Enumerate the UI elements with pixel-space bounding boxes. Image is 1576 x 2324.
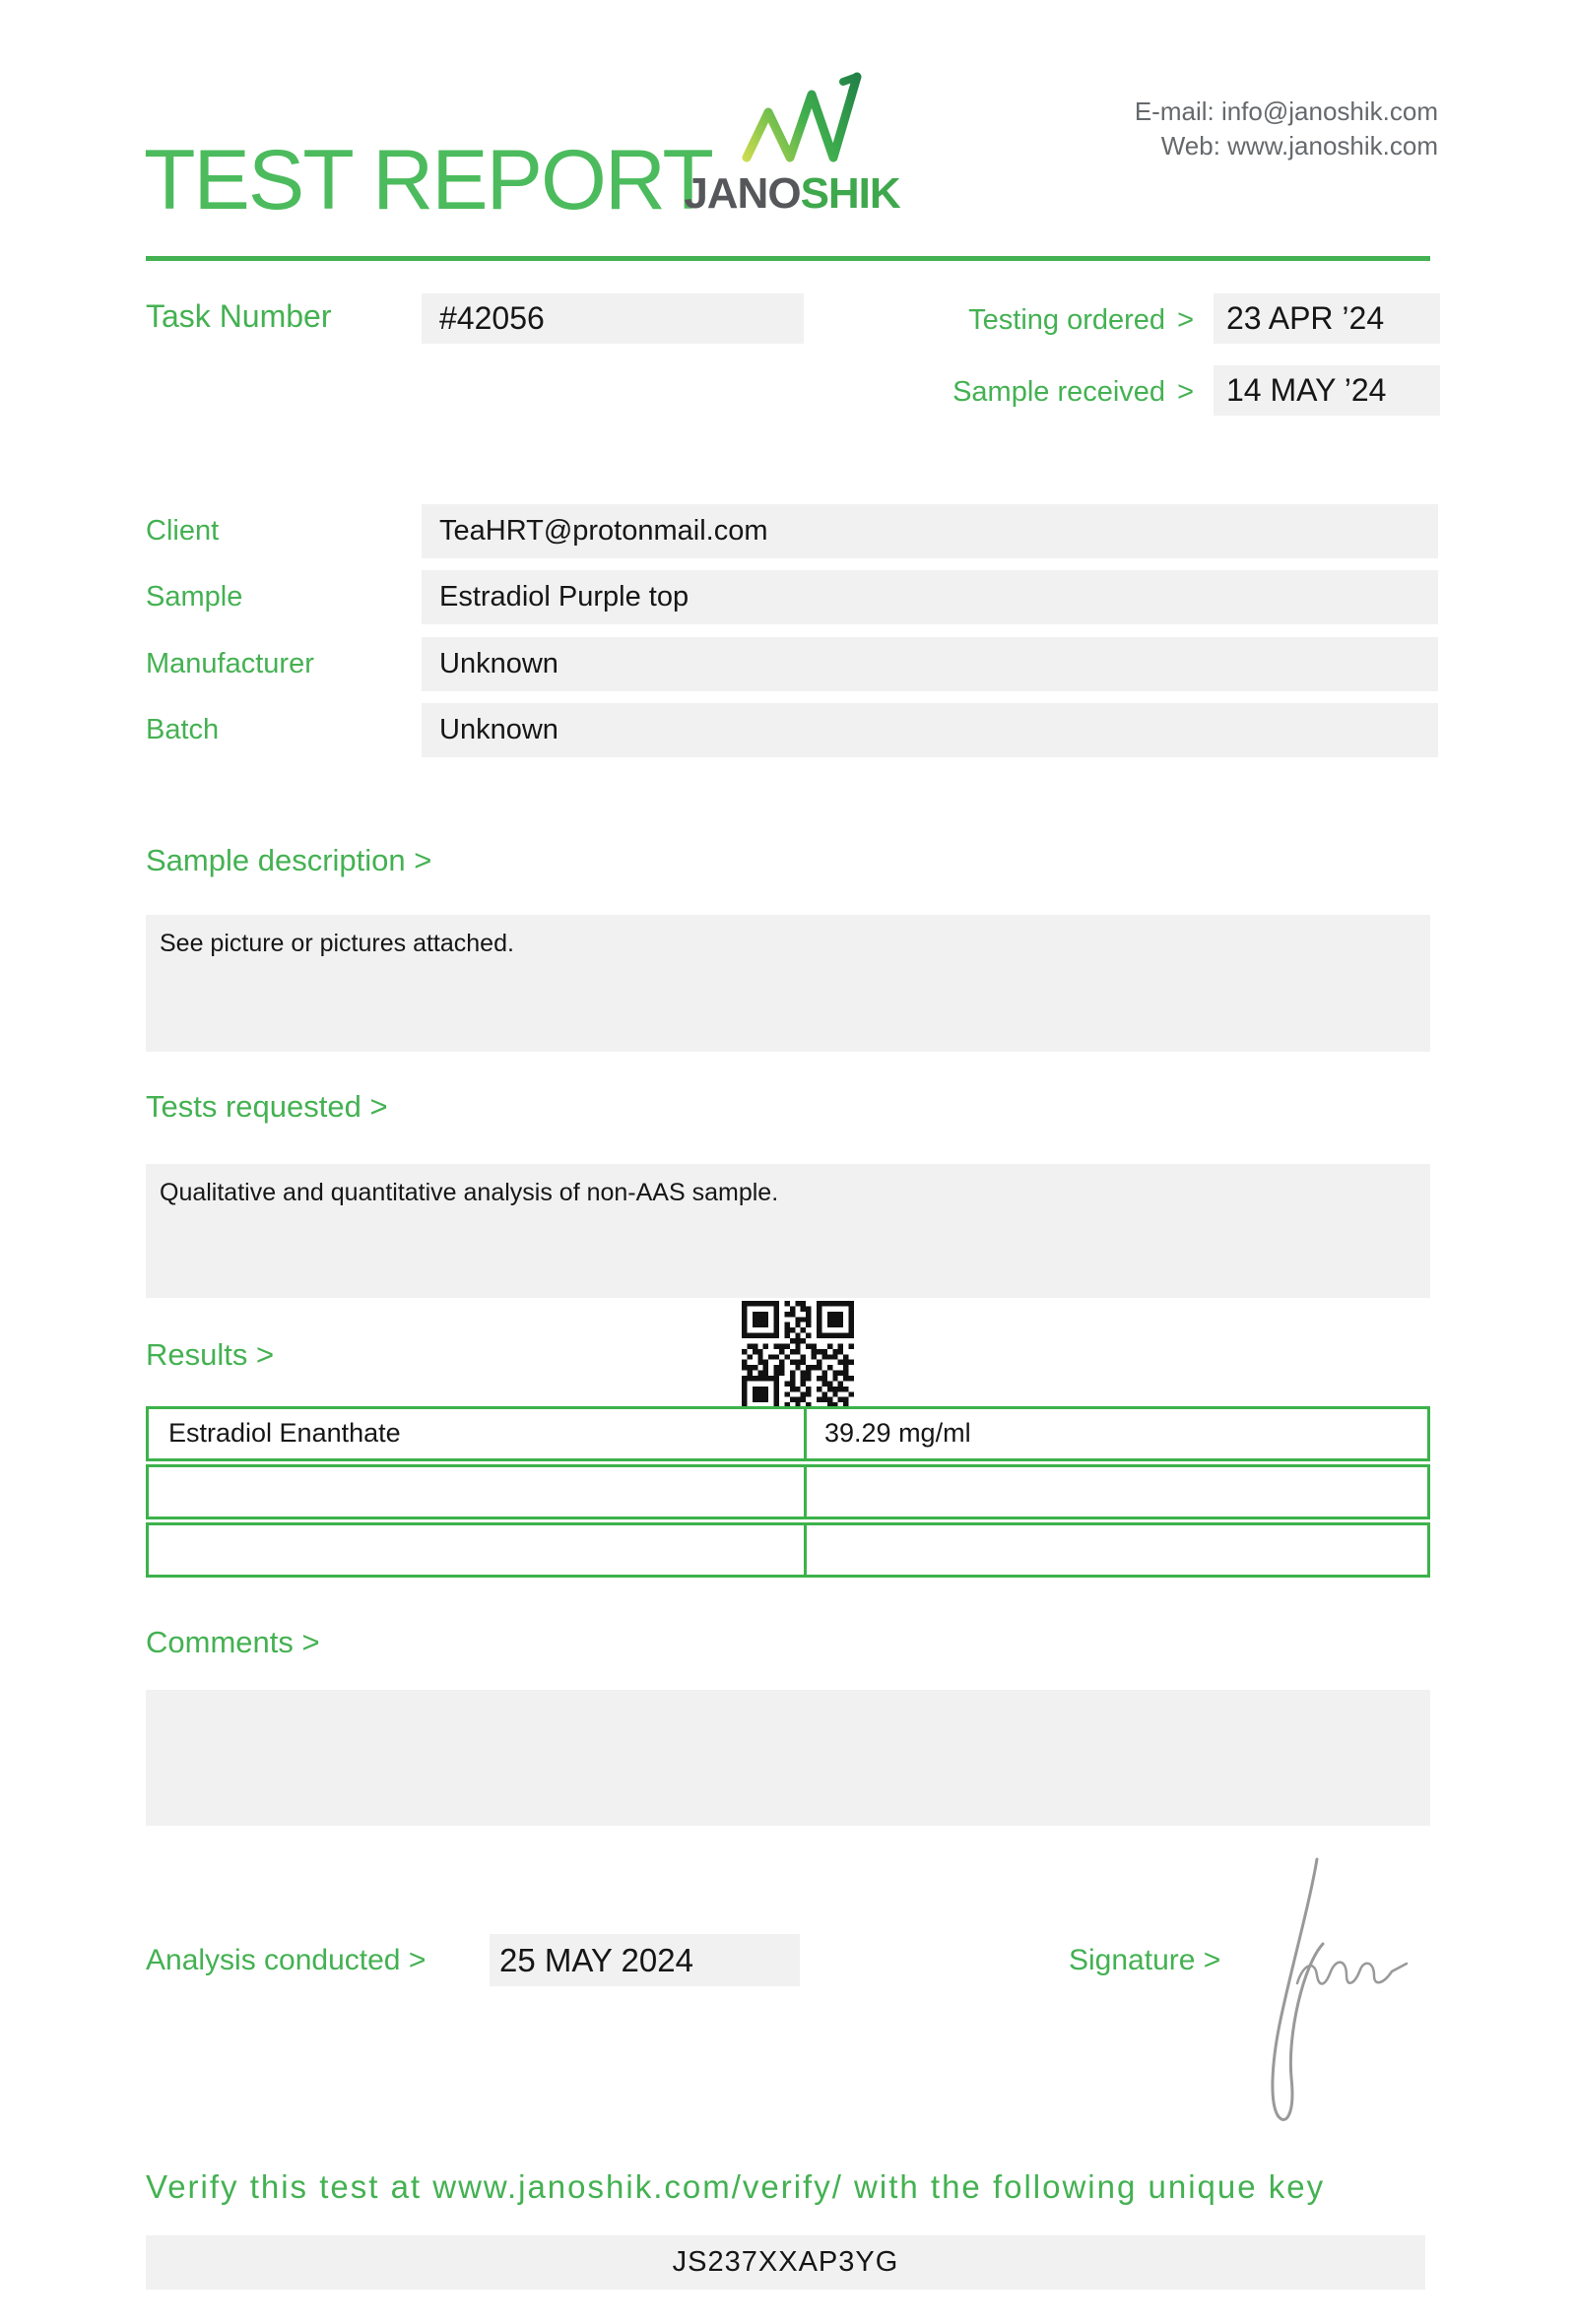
logo-wordmark-shik: SHIK	[800, 169, 900, 218]
sample-received-date: 14 MAY ’24	[1226, 372, 1387, 408]
comments-text	[146, 1690, 1430, 1715]
tests-requested-text: Qualitative and quantitative analysis of non-AAS sample.	[160, 1179, 779, 1206]
tests-requested-box	[146, 1164, 1430, 1298]
signature-image	[1246, 1838, 1443, 2148]
sample-value-box	[422, 570, 1438, 624]
result-value-cell	[807, 1525, 1427, 1575]
testing-ordered-value-box	[1214, 293, 1440, 344]
verify-key-box	[146, 2235, 1425, 2290]
contact-email: E-mail: info@janoshik.com	[1134, 97, 1438, 126]
comments-heading: Comments >	[146, 1625, 320, 1659]
result-analyte-cell: Estradiol Enanthate	[149, 1409, 807, 1458]
tests-requested-heading: Tests requested >	[146, 1089, 388, 1124]
batch-label: Batch	[146, 714, 220, 745]
analysis-conducted-label: Analysis conducted >	[146, 1944, 427, 1976]
verify-instruction: Verify this test at www.janoshik.com/verify/ with the following unique key	[146, 2168, 1326, 2205]
task-number-value: #42056	[439, 300, 545, 336]
testing-ordered-arrow: >	[1177, 304, 1194, 336]
results-table-row	[146, 1522, 1430, 1578]
results-heading: Results >	[146, 1337, 275, 1372]
logo-wordmark-jano: JANO	[684, 169, 801, 218]
manufacturer-value: Unknown	[439, 648, 558, 679]
logo-chart-icon	[741, 63, 888, 165]
sample-received-value-box	[1214, 365, 1440, 416]
testing-ordered-label: Testing ordered >	[847, 300, 1194, 340]
page-title: TEST REPORT	[144, 133, 712, 227]
manufacturer-value-box	[422, 637, 1438, 691]
client-label: Client	[146, 515, 220, 547]
signature-label: Signature >	[1069, 1944, 1221, 1976]
manufacturer-label: Manufacturer	[146, 648, 314, 679]
result-analyte-cell	[149, 1467, 807, 1517]
qr-code	[742, 1301, 854, 1413]
header-divider	[146, 256, 1430, 261]
contact-block	[985, 95, 1438, 163]
client-value-box	[422, 504, 1438, 558]
sample-description-text: See picture or pictures attached.	[160, 930, 514, 957]
batch-value: Unknown	[439, 714, 558, 745]
sample-label: Sample	[146, 581, 243, 613]
sample-description-heading: Sample description >	[146, 843, 432, 877]
result-analyte-cell	[149, 1525, 807, 1575]
result-value-cell	[807, 1467, 1427, 1517]
sample-received-label: Sample received >	[847, 372, 1194, 412]
results-table	[146, 1406, 1430, 1581]
task-number-label: Task Number	[146, 298, 332, 334]
results-table-row	[146, 1406, 1430, 1461]
verify-key: JS237XXAP3YG	[672, 2246, 899, 2278]
sample-value: Estradiol Purple top	[439, 581, 690, 613]
logo-wordmark	[678, 169, 906, 219]
comments-box	[146, 1690, 1430, 1826]
batch-value-box	[422, 703, 1438, 757]
analysis-date: 25 MAY 2024	[499, 1942, 693, 1978]
sample-received-arrow: >	[1177, 376, 1194, 408]
contact-web: Web: www.janoshik.com	[1160, 131, 1438, 161]
client-value: TeaHRT@protonmail.com	[439, 515, 768, 547]
analysis-date-box	[490, 1934, 800, 1986]
testing-ordered-date: 23 APR ’24	[1226, 300, 1385, 336]
sample-description-box	[146, 915, 1430, 1052]
result-value-cell: 39.29 mg/ml	[824, 1418, 971, 1448]
task-number-value-box	[422, 293, 804, 344]
results-table-row	[146, 1464, 1430, 1519]
